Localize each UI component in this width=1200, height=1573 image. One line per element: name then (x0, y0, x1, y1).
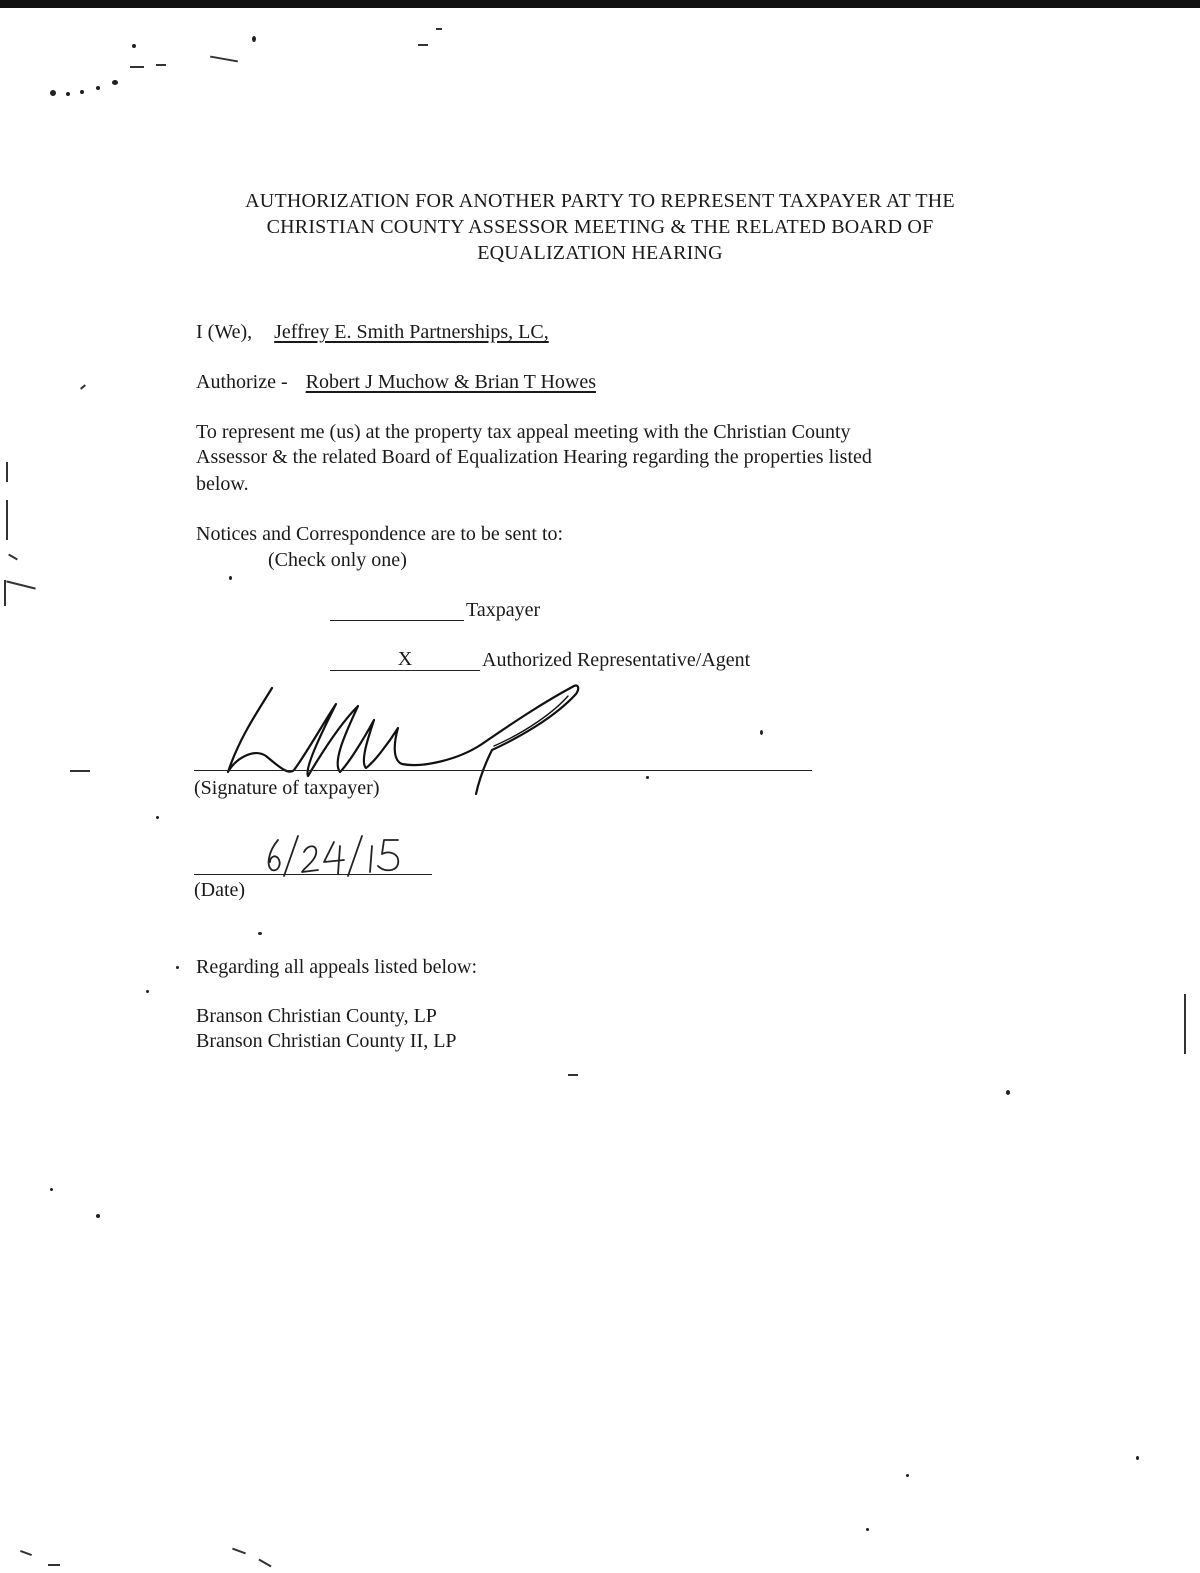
purpose-line-2: Assessor & the related Board of Equalization Hearing regarding the properties listed (196, 446, 872, 468)
scan-mark (258, 1559, 271, 1568)
representative-names: Robert J Muchow & Brian T Howes (305, 371, 596, 393)
scan-speck (146, 990, 149, 993)
scan-mark (1184, 994, 1186, 1054)
scan-mark (156, 64, 166, 66)
scan-speck (1006, 1090, 1010, 1095)
scan-mark (130, 66, 144, 68)
notices-heading: Notices and Correspondence are to be sent to: (196, 523, 564, 545)
scan-mark (6, 580, 36, 589)
date-caption: (Date) (194, 879, 246, 901)
agent-checkbox-blank[interactable]: X (330, 648, 480, 671)
title-line-2: CHRISTIAN COUNTY ASSESSOR MEETING & THE RELATED BOARD OF (266, 216, 934, 238)
scan-speck (156, 816, 159, 819)
authorize-prefix: Authorize - (196, 371, 288, 393)
authorize-line (196, 370, 596, 394)
scan-speck (50, 1188, 53, 1191)
purpose-line-1: To represent me (us) at the property tax appeal meeting with the Christian County (196, 421, 851, 443)
taxpayer-option-label: Taxpayer (466, 599, 541, 621)
document-title (180, 188, 1020, 266)
bullet-dot (176, 966, 179, 969)
agent-option-label: Authorized Representative/Agent (482, 649, 751, 671)
scan-speck (112, 80, 118, 85)
scan-mark (4, 580, 6, 606)
scan-speck (66, 92, 70, 96)
title-line-3: EQUALIZATION HEARING (477, 242, 723, 264)
notices-instruction: (Check only one) (268, 549, 407, 571)
scan-speck (96, 1214, 100, 1218)
scan-mark (418, 44, 428, 46)
scan-mark (48, 1564, 60, 1566)
scan-mark (6, 462, 8, 482)
scan-mark (436, 28, 442, 30)
date-line (194, 874, 432, 875)
purpose-line-3: below. (196, 473, 249, 495)
scan-speck (866, 1528, 869, 1531)
scan-speck (96, 86, 100, 90)
taxpayer-name: Jeffrey E. Smith Partnerships, LC, (274, 321, 549, 343)
taxpayer-line (196, 320, 549, 344)
scan-speck (252, 36, 256, 42)
scan-mark (70, 770, 90, 772)
scan-speck (132, 44, 136, 48)
appeal-item: Branson Christian County II, LP (196, 1030, 457, 1052)
appeal-item: Branson Christian County, LP (196, 1005, 437, 1027)
scan-mark (6, 500, 8, 540)
scan-mark (20, 1550, 32, 1556)
scan-speck (906, 1474, 909, 1477)
signature-caption: (Signature of taxpayer) (194, 777, 380, 799)
scan-speck (229, 576, 232, 580)
taxpayer-prefix: I (We), (196, 321, 253, 343)
scan-speck (80, 90, 84, 94)
scan-mark (80, 384, 86, 389)
scan-speck (1136, 1456, 1139, 1460)
scan-speck (50, 90, 56, 96)
scan-speck (646, 776, 649, 779)
scan-mark (210, 56, 238, 63)
scan-mark (8, 554, 18, 561)
scan-mark (568, 1074, 578, 1076)
scan-top-edge (0, 0, 1200, 8)
scan-mark (232, 1548, 246, 1555)
appeals-heading: Regarding all appeals listed below: (196, 956, 478, 978)
taxpayer-checkbox-blank[interactable] (330, 598, 464, 621)
scan-speck (760, 730, 763, 735)
title-line-1: AUTHORIZATION FOR ANOTHER PARTY TO REPRESENT TAXPAYER AT THE (245, 190, 955, 212)
signature-line (194, 770, 812, 771)
scan-speck (258, 932, 262, 935)
